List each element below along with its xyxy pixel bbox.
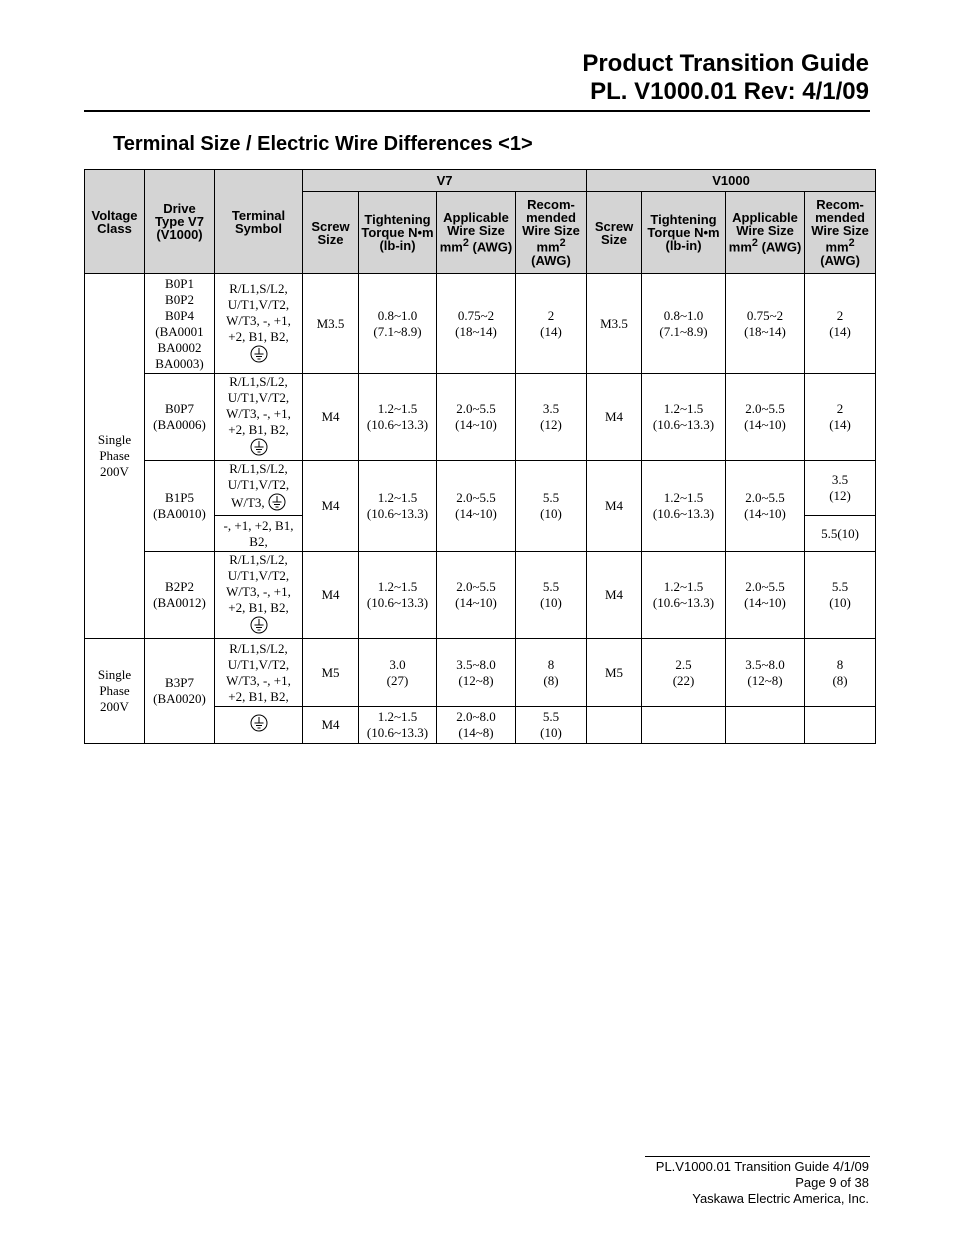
v7-recommended-wire: 5.5 (10) [516,707,587,744]
v7-screw-size: M3.5 [303,274,359,374]
v1000-recommended-wire: 8 (8) [805,639,876,707]
v7-applicable-wire: 0.75~2 (18~14) [437,274,516,374]
v1000-recommended-wire: 2 (14) [805,274,876,374]
v1000-applicable-wire: 0.75~2 (18~14) [726,274,805,374]
v7-torque: 3.0 (27) [359,639,437,707]
ground-icon [250,438,268,460]
v1000-recommended-wire: 2 (14) [805,374,876,461]
v1000-applicable-wire: 2.0~5.5 (14~10) [726,552,805,639]
header-v1000-torque: Tightening Torque N•m (lb-in) [642,192,726,274]
v1000-applicable-wire: 2.0~5.5 (14~10) [726,461,805,552]
terminal-symbol-cell: R/L1,S/L2, U/T1,V/T2, W/T3, -, +1, +2, B1, B2, [215,374,303,461]
v1000-applicable-wire: 3.5~8.0 (12~8) [726,639,805,707]
header-v7-torque: Tightening Torque N•m (lb-in) [359,192,437,274]
page-title-line1: Product Transition Guide [582,50,869,77]
v7-applicable-wire: 2.0~8.0 (14~8) [437,707,516,744]
voltage-class-cell: Single Phase 200V [85,274,145,639]
header-group-v1000: V1000 [587,170,876,192]
header-v7-recommended-wire: Recom-mended Wire Size $mm^2$ (AWG) [516,192,587,274]
v1000-screw-size: M4 [587,374,642,461]
section-title: Terminal Size / Electric Wire Differences <1> [113,133,533,155]
terminal-symbol-cell: R/L1,S/L2, U/T1,V/T2, W/T3, -, +1, +2, B1, B2, [215,274,303,374]
page-title [582,50,869,106]
v7-recommended-wire: 3.5 (12) [516,374,587,461]
header-drive-type: Drive Type V7 (V1000) [145,170,215,274]
ground-icon [268,493,286,515]
header-v7-applicable-wire: Applicable Wire Size $mm^2$ (AWG) [437,192,516,274]
v1000-recommended-wire: 3.5 (12) [805,461,876,516]
page-footer [656,1159,869,1207]
v1000-screw-size: M4 [587,552,642,639]
v1000-screw-size [587,707,642,744]
table-row [85,461,876,516]
v7-torque: 0.8~1.0 (7.1~8.9) [359,274,437,374]
drive-type-cell: B0P1 B0P2 B0P4 (BA0001 BA0002 BA0003) [145,274,215,374]
footer-company: Yaskawa Electric America, Inc. [692,1191,869,1206]
voltage-class-cell: Single Phase 200V [85,639,145,744]
drive-type-cell: B3P7 (BA0020) [145,639,215,744]
title-divider [84,110,870,112]
footer-doc-line: PL.V1000.01 Transition Guide 4/1/09 [655,1159,869,1174]
v7-screw-size: M4 [303,552,359,639]
v7-recommended-wire: 5.5 (10) [516,461,587,552]
ground-icon [250,345,268,367]
terminal-symbol-cell: R/L1,S/L2, U/T1,V/T2, W/T3, [215,461,303,516]
v1000-applicable-wire: 2.0~5.5 (14~10) [726,374,805,461]
v1000-torque: 1.2~1.5 (10.6~13.3) [642,374,726,461]
header-v1000-recommended-wire: Recom-mended Wire Size $mm^2$ (AWG) [805,192,876,274]
page-title-line2: PL. V1000.01 Rev: 4/1/09 [590,78,869,105]
v1000-screw-size: M3.5 [587,274,642,374]
v7-screw-size: M4 [303,461,359,552]
table-row [85,552,876,639]
header-v7-screw-size: Screw Size [303,192,359,274]
footer-page-number: Page 9 of 38 [795,1175,869,1190]
v7-screw-size: M5 [303,639,359,707]
ground-icon [250,616,268,638]
header-v1000-applicable-wire: Applicable Wire Size $mm^2$ (AWG) [726,192,805,274]
v1000-torque: 1.2~1.5 (10.6~13.3) [642,552,726,639]
drive-type-cell: B2P2 (BA0012) [145,552,215,639]
v1000-screw-size: M5 [587,639,642,707]
v7-applicable-wire: 2.0~5.5 (14~10) [437,552,516,639]
v7-recommended-wire: 2 (14) [516,274,587,374]
terminal-symbol-cell: R/L1,S/L2, U/T1,V/T2, W/T3, -, +1, +2, B1, B2, [215,639,303,707]
v7-screw-size: M4 [303,707,359,744]
v7-torque: 1.2~1.5 (10.6~13.3) [359,707,437,744]
header-terminal-symbol: Terminal Symbol [215,170,303,274]
v1000-torque: 2.5 (22) [642,639,726,707]
v7-applicable-wire: 2.0~5.5 (14~10) [437,461,516,552]
footer-divider [645,1156,870,1157]
table-row [85,639,876,707]
v1000-torque: 0.8~1.0 (7.1~8.9) [642,274,726,374]
v1000-recommended-wire: 5.5 (10) [805,552,876,639]
terminal-wire-table [84,169,876,744]
header-voltage-class: Voltage Class [85,170,145,274]
v7-torque: 1.2~1.5 (10.6~13.3) [359,461,437,552]
v1000-recommended-wire [805,707,876,744]
v1000-applicable-wire [726,707,805,744]
header-v1000-screw-size: Screw Size [587,192,642,274]
v1000-recommended-wire: 5.5(10) [805,516,876,552]
header-group-v7: V7 [303,170,587,192]
v1000-torque: 1.2~1.5 (10.6~13.3) [642,461,726,552]
v7-recommended-wire: 5.5 (10) [516,552,587,639]
drive-type-cell: B0P7 (BA0006) [145,374,215,461]
v7-torque: 1.2~1.5 (10.6~13.3) [359,552,437,639]
terminal-symbol-cell: R/L1,S/L2, U/T1,V/T2, W/T3, -, +1, +2, B1, B2, [215,552,303,639]
v7-recommended-wire: 8 (8) [516,639,587,707]
terminal-symbol-cell [215,707,303,744]
v1000-screw-size: M4 [587,461,642,552]
v1000-torque [642,707,726,744]
table-row [85,374,876,461]
table-row [85,274,876,374]
terminal-symbol-cell: -, +1, +2, B1, B2, [215,516,303,552]
v7-screw-size: M4 [303,374,359,461]
v7-torque: 1.2~1.5 (10.6~13.3) [359,374,437,461]
ground-icon [250,714,268,736]
drive-type-cell: B1P5 (BA0010) [145,461,215,552]
v7-applicable-wire: 3.5~8.0 (12~8) [437,639,516,707]
v7-applicable-wire: 2.0~5.5 (14~10) [437,374,516,461]
